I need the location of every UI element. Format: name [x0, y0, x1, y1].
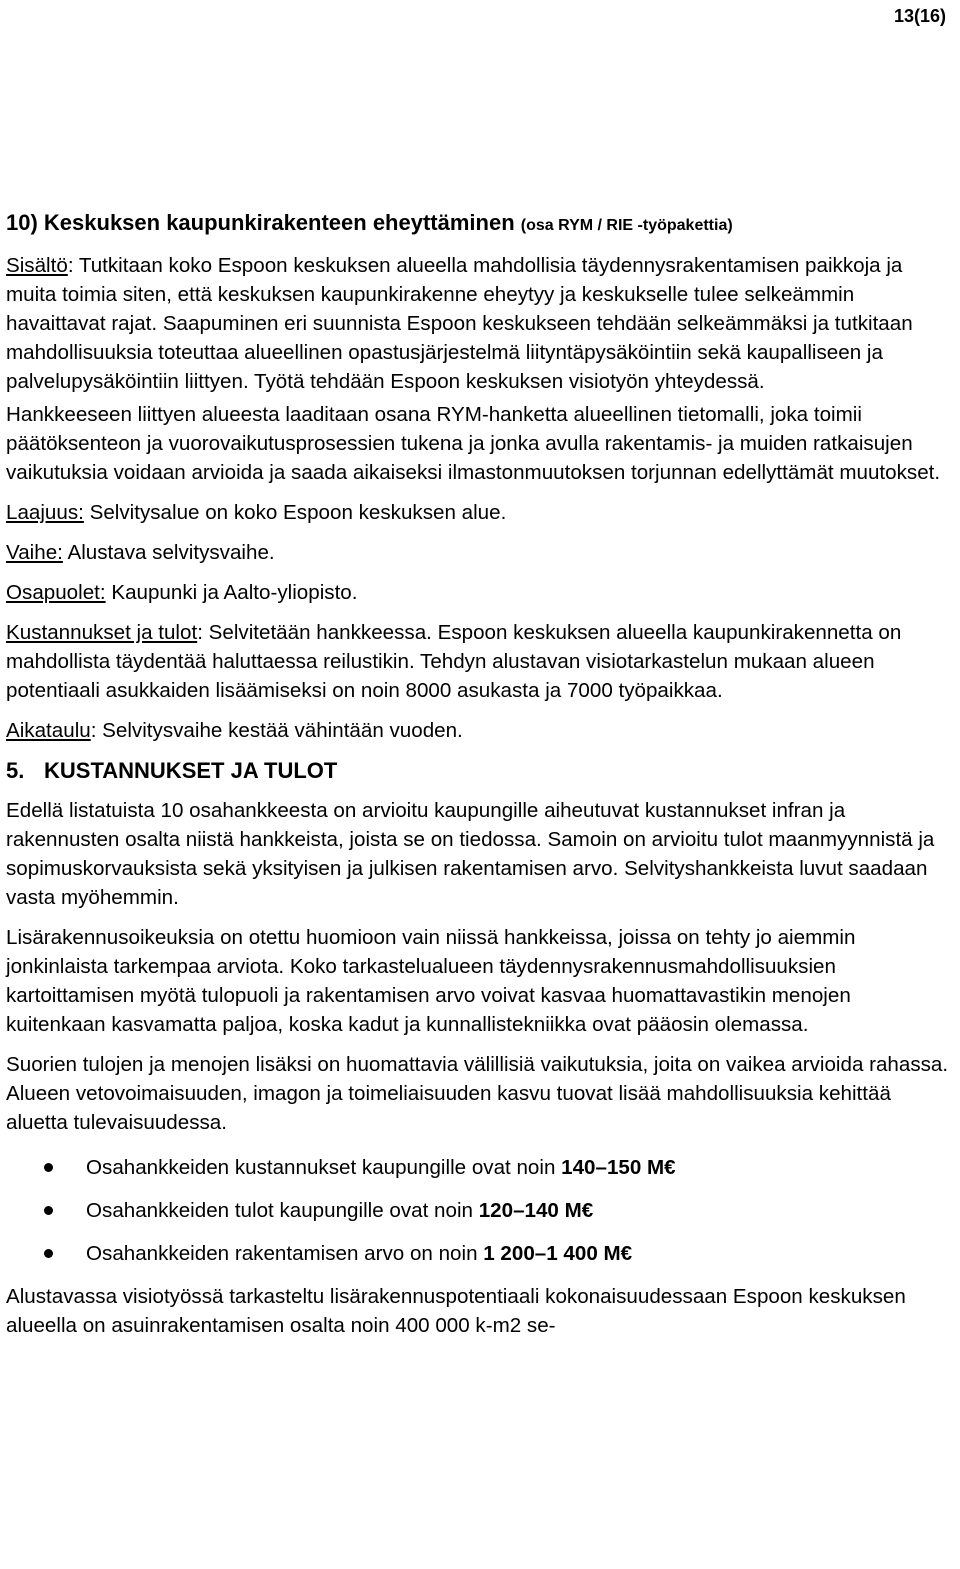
page-number: 13(16): [893, 6, 946, 26]
costs-paragraph-1: Edellä listatuista 10 osahankkeesta on arvioitu kaupungille aiheutuvat kustannukset infran ja rakennusten osalta niistä hankkeista, joista se on tiedossa. Samoin on arvioitu tulot maanmyynnistä ja sopimuskorvauksista sekä yksityisen ja julkisen rakentamisen arvo. Selvityshankkeista luvut saadaan vasta myöhemmin.: [6, 799, 935, 909]
bullet-icon: [44, 1249, 53, 1258]
bullet-text: Osahankkeiden rakentamisen arvo on noin: [86, 1242, 484, 1265]
costs-paragraph-4: Alustavassa visiotyössä tarkasteltu lisärakennuspotentiaali kokonaisuudessaan Espoon keskuksen alueella on asuinrakentamisen osalta noin 400 000 k-m2 se-: [6, 1285, 906, 1337]
aikataulu-label: Aikataulu: [6, 719, 91, 742]
bullet-text: Osahankkeiden kustannukset kaupungille ovat noin: [86, 1156, 562, 1179]
bullet-value: 1 200–1 400 M€: [483, 1242, 633, 1265]
bullet-text: Osahankkeiden tulot kaupungille ovat noin: [86, 1199, 479, 1222]
costs-paragraph-3: Suorien tulojen ja menojen lisäksi on huomattavia välillisiä vaikutuksia, joita on vaikea arvioida rahassa. Alueen vetovoimaisuuden, imagon ja toimeliaisuuden kasvu tuovat lisää mahdollisuuksia kehittää aluetta tulevaisuudessa.: [6, 1053, 949, 1134]
aikataulu-text: : Selvitysvaihe kestää vähintään vuoden.: [90, 719, 463, 742]
aikataulu-paragraph: [6, 716, 952, 745]
sisalto-text: : Tutkitaan koko Espoon keskuksen alueella mahdollisia täydennysrakentamisen paikkoja ja muita toimia siten, että keskuksen kaupunkirakenne eheytyy ja keskukselle tulee selkeämmin havaittavat rajat. Saapuminen eri suunnista Espoon keskukseen tehdään selkeämmäksi ja tutkitaan mahdollisuuksia toteuttaa alueellinen opastusjärjestelmä liityntäpysäköintiin sekä kaupalliseen ja palvelupysäköintiin liittyen. Työtä tehdään Espoon keskuksen visiotyön yhteydessä.: [6, 254, 913, 393]
vaihe-paragraph: [6, 538, 952, 567]
kustannukset-text: : Selvitetään hankkeessa. Espoon keskuksen alueella kaupunkirakennetta on mahdollista täydentää haluttaessa reilustikin. Tehdyn alustavan visiotarkastelun mukaan alueen potentiaali asukkaiden lisäämiseksi on noin 8000 asukasta ja 7000 työpaikkaa.: [6, 621, 902, 702]
osapuolet-text: Kaupunki ja Aalto-yliopisto.: [105, 581, 358, 604]
section-10-title: 10) Keskuksen kaupunkirakenteen eheyttäminen: [6, 210, 515, 235]
bullet-value: 140–150 M€: [561, 1156, 676, 1179]
sisalto-label: Sisältö: [6, 254, 68, 277]
section-10-heading: [6, 208, 952, 240]
summary-bullet-list: [6, 1153, 952, 1268]
laajuus-text: Selvitysalue on koko Espoon keskuksen alue.: [83, 501, 507, 524]
laajuus-label: Laajuus:: [6, 501, 84, 524]
list-item: [6, 1196, 952, 1225]
section-5-heading: [6, 756, 952, 785]
document-body: [6, 208, 952, 1351]
list-item: [6, 1153, 952, 1182]
list-item: [6, 1239, 952, 1268]
vaihe-label: Vaihe:: [6, 541, 63, 564]
costs-paragraph-2: Lisärakennusoikeuksia on otettu huomioon vain niissä hankkeissa, joissa on tehty jo aiemmin jonkinlaista tarkempaa arviota. Koko tarkastelualueen täydennysrakennusmahdollisuuksien kartoittamisen myötä tulopuoli ja rakentamisen arvo voivat kasvaa huomattavastikin menojen kuitenkaan kasvamatta paljoa, koska kadut ja kunnallistekniikka ovat pääosin olemassa.: [6, 926, 856, 1036]
bullet-icon: [44, 1206, 53, 1215]
vaihe-text: Alustava selvitysvaihe.: [62, 541, 275, 564]
kustannukset-label: Kustannukset ja tulot: [6, 621, 198, 644]
section-5-title: KUSTANNUKSET JA TULOT: [44, 758, 338, 783]
hankkeeseen-paragraph: Hankkeeseen liittyen alueesta laaditaan osana RYM-hanketta alueellinen tietomalli, joka toimii päätöksenteon ja vuorovaikutusprosessien tukena ja jonka avulla rakentamis- ja muiden ratkaisujen vaikutuksia voidaan arvioida ja saada aikaiseksi ilmastonmuutoksen torjunnan edellyttämät muutokset.: [6, 403, 941, 484]
section-5-number: 5.: [6, 758, 25, 783]
section-10-title-suffix: (osa RYM / RIE -työpakettia): [520, 217, 733, 234]
osapuolet-label: Osapuolet:: [6, 581, 106, 604]
osapuolet-paragraph: [6, 578, 952, 607]
kustannukset-paragraph: [6, 618, 952, 705]
laajuus-paragraph: [6, 498, 952, 527]
sisalto-paragraph: [6, 251, 952, 396]
bullet-icon: [44, 1163, 53, 1172]
bullet-value: 120–140 M€: [478, 1199, 594, 1222]
